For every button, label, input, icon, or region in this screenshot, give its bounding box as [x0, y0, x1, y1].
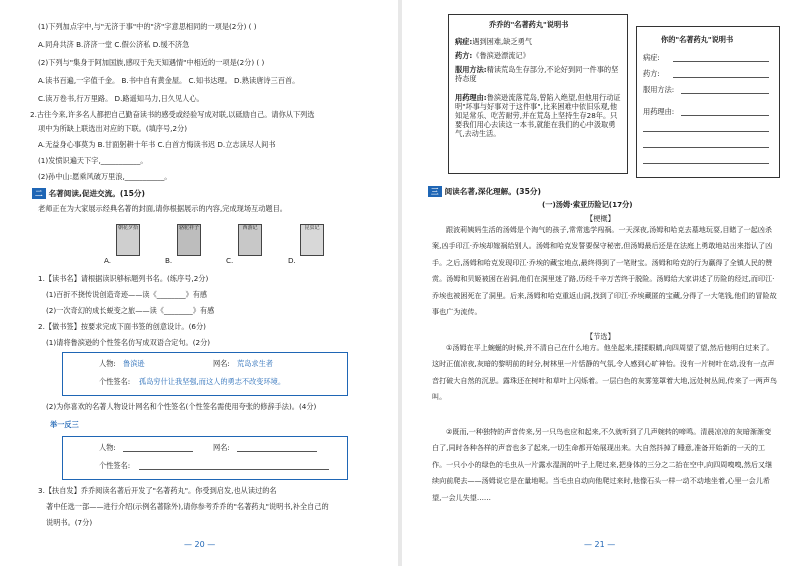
q2-blank2: (2)孙中山:愿乘风破万里浪,___________。: [38, 172, 172, 181]
your-usage-label: 服用方法:: [643, 85, 675, 94]
bm2-net-label: 网名:: [213, 443, 230, 452]
book-cover-a: 朝花夕拾: [116, 224, 140, 256]
section3-heading: [428, 186, 541, 197]
bm2-name-blank: [123, 451, 193, 452]
your-prescription-blank: [673, 77, 769, 78]
q1-line2: (2)一次奇幻的成长蜕变之旅——读《________》有感: [46, 306, 215, 315]
excerpt-paragraph-2: ②既而,一种独特的声音传来,另一只鸟也应和起来,不久就听到了几声婉转的啼鸣。清晨凉凉的灰暗渐渐变白了,同时各种各样的声音也多了起来,一切生命都开始展现出来。大自然抖掉了睡意,准备开始新的一天的工作。一只小小的绿色的毛虫从一片露水湿润的叶子上爬过来,把身体的三分之二抬在空中,向四周嗅嗅,然后又继续向前爬去——汤姆说它是在量地呢。当毛虫自动向他爬过来时,他像石头一样一动不动地坐着,心里一会儿希望,一会儿失望……: [432, 427, 773, 502]
sample-usage-label: 服用方法:: [455, 65, 487, 74]
q1-1: (1)下列加点字中,与"无济于事"中的"济"字意思相同的一项是(2分) ( ): [38, 22, 257, 31]
q1-2: (2)下列与"集身于阿加国族,感叹于先天知遇情"中相近的一项是(2分) ( ): [38, 58, 265, 67]
sample-usage-value: 精读荒岛生存部分,不论好到同一件事的坚持态度: [455, 65, 619, 83]
sample-row-symptom: [455, 37, 532, 46]
q1-2-options-a: A.读书百遍,一字值千金。 B.书中自有黄金屋。 C.知书达理。 D.熟读唐诗三百首。: [38, 76, 300, 85]
q2-blank1: (1)发愤识遍天下字,___________。: [38, 156, 148, 165]
q2-line1: 2.古往今来,许多名人都把自己勤奋读书的感受或经验写成对联,以砥励自己。请你从下列选: [30, 110, 315, 119]
sample-medicine-card: [448, 14, 628, 174]
sample-row-usage: [455, 65, 621, 83]
sample-reason-label: 用药理由:: [455, 93, 487, 102]
your-reason-label: 用药理由:: [643, 107, 675, 116]
your-reason-blank-2: [643, 131, 769, 132]
q1-line1: (1)百折不挠传说创造奇迹——读《________》有感: [46, 290, 208, 299]
book-cover-d: 昆虫记: [300, 224, 324, 256]
excerpt-label: 【节选】: [586, 332, 615, 341]
sample-row-reason: [455, 93, 621, 138]
q1-prompt: 1.【读书名】请根据读识够标题列书名。(练序号,2分): [38, 274, 209, 283]
book-label-b: B.: [165, 256, 173, 265]
outline-label: 【梗概】: [586, 214, 615, 223]
bm1-sig-label: 个性签名:: [99, 377, 131, 386]
q1-1-options: A.同舟共济 B.济济一堂 C.假公济私 D.缓不济急: [38, 40, 190, 49]
bm2-name-label: 人物:: [99, 443, 116, 452]
bookmark-card-2: [62, 436, 348, 480]
your-reason-blank-3: [643, 147, 769, 148]
bm1-net-value: 荒岛求生者: [237, 359, 273, 368]
page-number-left: — 20 —: [184, 540, 216, 549]
excerpt-paragraph-1: ①汤姆在平上蜿蜒的时候,并不清自己在什么地方。他坐起来,揉揉眼睛,向四周望了望,然后他明白过来了。这时正值凉夜,灰暗的黎明前的时分,树林里一片恬静的气氛,令人感到心旷神怡。没有一片树叶在动,没有一点声音打破大自然的沉思。露珠还在树叶和草叶上闪烁着。一层白色的灰雾笼罩着大地,远处树丛间,传来了一两声鸟叫。: [432, 343, 778, 402]
your-symptom-blank: [673, 61, 769, 62]
q2-options: A.无益身心事莫为 B.甘面躬耕十年书 C.白首方悔读书迟 D.立志读尽人间书: [38, 140, 276, 149]
extend-label: 举一反三: [50, 420, 79, 429]
page-number-right: — 21 —: [584, 540, 616, 549]
your-usage-blank: [681, 93, 769, 94]
q3-prompt-1: 3.【扶自发】乔乔阅读名著后开发了"名著药丸"。你受到启发,也从读过的名: [38, 486, 277, 495]
book-cover-b: 骆驼祥子: [177, 224, 201, 256]
sample-prescription-label: 药方:: [455, 51, 473, 60]
your-symptom-label: 病症:: [643, 53, 660, 62]
your-card-title: 你的"名著药丸"说明书: [661, 35, 734, 44]
your-prescription-label: 药方:: [643, 69, 660, 78]
sample-symptom-label: 病症:: [455, 37, 473, 46]
q2c-prompt: (2)为你喜欢的名著人物设计网名和个性签名(个性签名需使用夸张的修辞手法)。(4分): [46, 402, 317, 411]
your-medicine-card: [636, 26, 780, 178]
bm2-sig-blank: [139, 469, 329, 470]
q3-prompt-3: 说明书。(7分): [46, 518, 93, 527]
book-label-c: C.: [226, 256, 234, 265]
q2b-prompt: 2.【做书签】按要求完成下面书签的创意设计。(6分): [38, 322, 206, 331]
sample-row-prescription: [455, 51, 530, 60]
bm1-net-label: 网名:: [213, 359, 230, 368]
book-cover-c: 西游记: [238, 224, 262, 256]
your-reason-blank-4: [643, 163, 769, 164]
book-label-d: D.: [288, 256, 296, 265]
bookmark-card-1: [62, 352, 348, 396]
sample-prescription-value: 《鲁滨逊漂流记》: [472, 51, 530, 60]
section2-heading: [32, 188, 145, 199]
section2-title: 名著阅读,促进交流。(15分): [48, 189, 145, 198]
sample-card-title: 乔乔的"名著药丸"说明书: [489, 20, 569, 29]
q3-prompt-2: 著中任选一部——进行介绍(示例名著除外),请你参考乔乔的"名著药丸"说明书,补全自己的: [46, 502, 329, 511]
section3-title: 阅读名著,深化理解。(35分): [444, 187, 541, 196]
section3-num: 三: [428, 186, 442, 197]
bm2-net-blank: [237, 451, 317, 452]
passage-title: (一)汤姆·索亚历险记(17分): [542, 200, 633, 209]
outline-text: 跟波莉姨妈生活的汤姆是个淘气的孩子,常常逃学闯祸。一天深夜,汤姆和哈克去墓地玩耍,目睹了一起凶杀案,凶手印江·乔埃却嫁祸给别人。汤姆和哈克发誓要保守秘密,但汤姆最后还是在法庭上勇敢地站出来指认了凶手。之后,汤姆和哈克发现印江·乔埃的藏宝地点,最终得到了一笔财宝。汤姆和哈克的行为赢得了全镇人民的赞赏。汤姆和贝姬被困在岩洞,他们在洞里迷了路,历经千辛万苦终于脱险。汤姆给大家讲述了历险的经过,而印江·乔埃也被困死在了洞里。后来,汤姆和哈克重返山洞,找到了印江·乔埃藏匿的宝藏,分得了一大笔钱,他们的冒险故事也广为流传。: [432, 225, 777, 317]
q2b-sub: (1)请将鲁滨逊的个性签名仿写成双语合定句。(2分): [46, 338, 211, 347]
bm1-sig-value: 孤岛穷什让我坚强,而这人的勇志不改变环境。: [139, 377, 286, 386]
left-page: [0, 0, 398, 566]
section2-num: 二: [32, 188, 46, 199]
your-reason-blank-1: [681, 115, 769, 116]
book-label-a: A.: [104, 256, 112, 265]
q1-2-options-c: C.读万卷书,行万里路。 D.路遥知马力,日久见人心。: [38, 94, 204, 103]
bm1-name-value: 鲁滨逊: [123, 359, 145, 368]
sample-symptom-value: 遇到困难,缺乏勇气: [472, 37, 533, 46]
sample-reason-value: 鲁滨逊流落荒岛,曾陷入绝望,但他用行动证明"坏事与好事对于这件事",比来困难中依旧乐观,他知足常乐、吃苦耐劳,并在荒岛上坚持生存28年。只要我们用心去读这一本书,就能在我们的心中汲取勇气,去动生活。: [455, 93, 621, 138]
q2-line2: 项中为所缺上联选出对应的下联。(填序号,2分): [38, 124, 188, 133]
bm2-sig-label: 个性签名:: [99, 461, 131, 470]
section2-intro: 老师正在为大家展示经典名著的封面,请你根据展示的内容,完成现场互动题目。: [38, 204, 287, 213]
right-page: [402, 0, 800, 566]
bm1-name-label: 人物:: [99, 359, 116, 368]
